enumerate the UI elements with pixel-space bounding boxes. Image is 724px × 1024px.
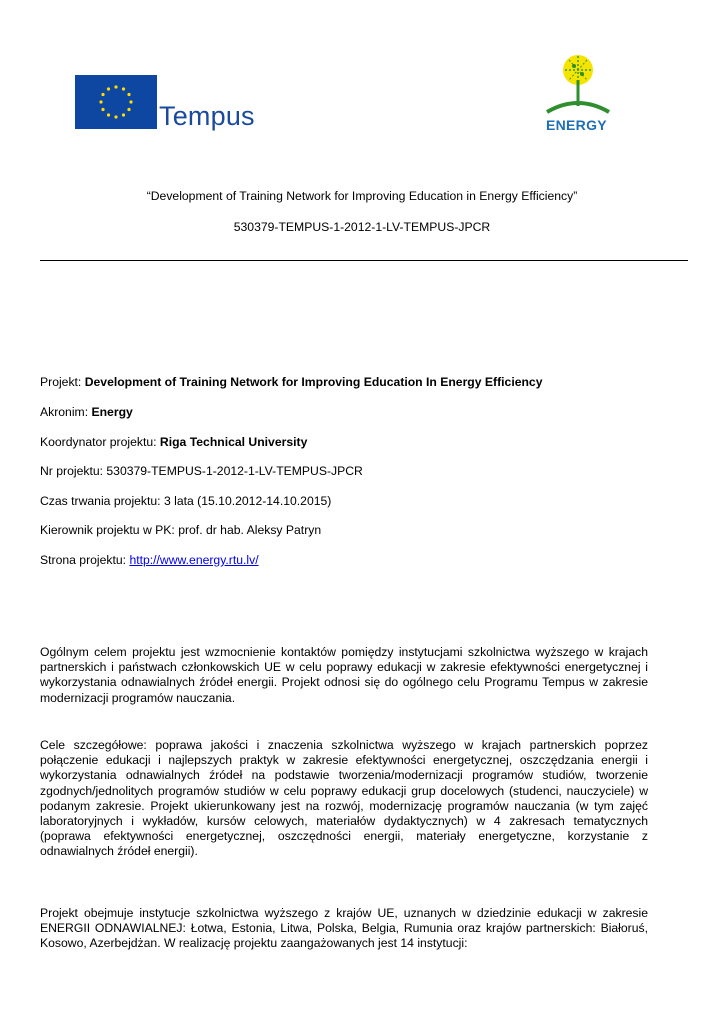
paragraph-specific-goals: Cele szczegółowe: poprawa jakości i znaczenia szkolnictwa wyższego w krajach partnerskich poprzez połączenie edukacji i najlepszych praktyk w zakresie efektywności energetycznej, oszczędzania energii i wykorzystania odnawialnych źródeł na podstawie tworzenia/modernizacji programów studiów, tworzenie zgodnych/jednolitych programów studiów w celu poprawy edukacji grup docelowych (studenci, nauczyciele) w podanym zakresie. Projekt ukierunkowany jest na rozwój, modernizację programów nauczania (w tym zajęć laboratoryjnych i wykładów, kursów celowych, materiałów dydaktycznych) w 4 zakresach tematycznych (poprawa efektywności energetycznej, oszczędności energii, materiały energetyczne, korzystanie z odnawialnych źródeł energii).	[40, 738, 648, 859]
project-code: 530379-TEMPUS-1-2012-1-LV-TEMPUS-JPCR	[233, 220, 491, 234]
info-website-label: Strona projektu:	[40, 553, 130, 567]
info-acronym-value: Energy	[91, 405, 133, 419]
divider	[40, 260, 688, 261]
info-manager	[40, 523, 321, 537]
info-duration-label: Czas trwania projektu:	[40, 494, 164, 508]
info-number	[40, 464, 363, 478]
info-acronym	[40, 405, 133, 419]
project-title: “Development of Training Network for Improving Education in Energy Efficiency”	[146, 189, 578, 203]
info-duration	[40, 494, 331, 508]
energy-logo	[541, 50, 615, 135]
paragraph-general-goal: Ogólnym celem projektu jest wzmocnienie kontaktów pomiędzy instytucjami szkolnictwa wyższego w krajach partnerskich i państwach członkowskich UE w celu poprawy edukacji w zakresie efektywności energetycznej i wykorzystania odnawialnych źródeł energii. Projekt odnosi się do ogólnego celu Programu Tempus w zakresie modernizacji programów nauczania.	[40, 645, 648, 705]
energy-logo-icon	[541, 50, 615, 116]
info-project-label: Projekt:	[40, 375, 85, 389]
info-coordinator	[40, 435, 307, 449]
tempus-logo-text: Tempus	[159, 101, 255, 131]
info-number-value: 530379-TEMPUS-1-2012-1-LV-TEMPUS-JPCR	[106, 464, 363, 478]
info-manager-value: prof. dr hab. Aleksy Patryn	[178, 523, 322, 537]
energy-logo-text: ENERGY	[546, 117, 607, 133]
info-manager-label: Kierownik projektu w PK:	[40, 523, 179, 537]
eu-flag-icon	[75, 75, 157, 129]
info-acronym-label: Akronim:	[40, 405, 92, 419]
tempus-logo	[75, 75, 257, 137]
paragraph-participants: Projekt obejmuje instytucje szkolnictwa wyższego z krajów UE, uznanych w dziedzinie edukacji w zakresie ENERGII ODNAWIALNEJ: Łotwa, Estonia, Litwa, Polska, Belgia, Rumunia oraz krajów partnerskich: Białoruś, Kosowo, Azerbejdżan. W realizację projektu zaangażowanych jest 14 instytucji:	[40, 906, 648, 951]
info-coordinator-label: Koordynator projektu:	[40, 435, 160, 449]
info-website	[40, 553, 259, 567]
info-project	[40, 375, 543, 389]
info-number-label: Nr projektu:	[40, 464, 107, 478]
info-coordinator-value: Riga Technical University	[159, 435, 308, 449]
website-link[interactable]: http://www.energy.rtu.lv/	[129, 553, 259, 567]
info-project-value: Development of Training Network for Improving Education In Energy Efficiency	[84, 375, 543, 389]
info-duration-value: 3 lata (15.10.2012-14.10.2015)	[163, 494, 332, 508]
